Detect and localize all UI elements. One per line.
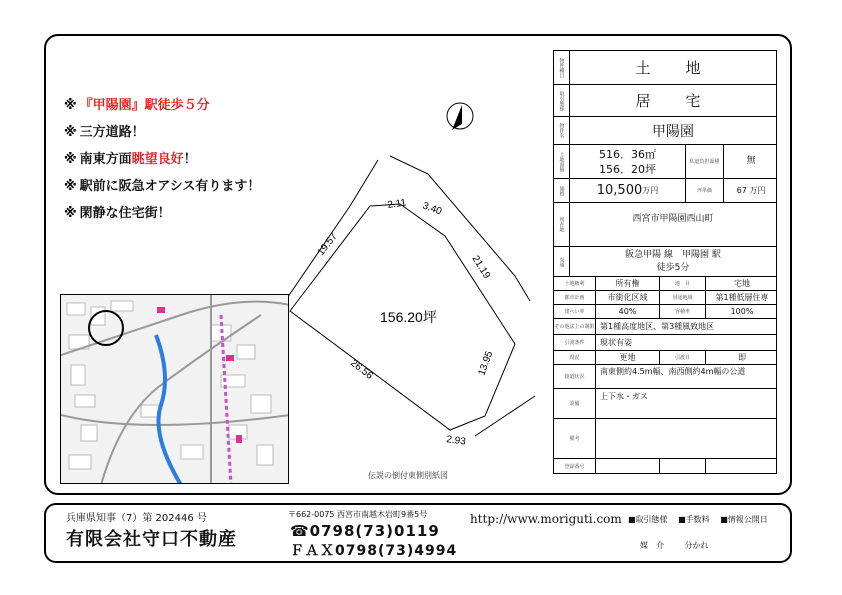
label-tsubo-price: 坪単価: [686, 179, 724, 202]
highlight-text: 閑静な住宅街！: [79, 206, 171, 221]
info-badges: [628, 514, 776, 525]
label-price: 価格: [554, 179, 570, 202]
value-area-tsubo: 156．20坪: [599, 162, 656, 176]
plot-area-label: 156.20坪: [380, 309, 437, 325]
map-caption: 伝説の倒付東側別紙図: [368, 471, 448, 480]
bullet-mark: ※: [64, 152, 77, 167]
row-location: [554, 203, 776, 247]
label-land-category: 地 目: [660, 277, 706, 290]
value-handover-date: 即: [738, 353, 746, 362]
row-remarks: [554, 419, 776, 459]
label-registration: 登録番号: [554, 459, 596, 474]
value-location: 西宮市甲陽園西山町: [632, 214, 714, 224]
highlight-text: 『甲陽園』駅徒歩５分: [79, 98, 210, 113]
plot-dimension: 2.93: [445, 434, 467, 448]
label-facility: 設備: [554, 389, 596, 418]
row-category: [554, 51, 776, 85]
label-road: 接道状況: [554, 365, 596, 388]
value-category: 土 地: [635, 59, 711, 77]
transaction-values: [640, 540, 727, 551]
value-zone: 第1種低層住専: [715, 293, 769, 302]
bullet-mark: ※: [64, 98, 77, 113]
value-road-share: 無: [746, 156, 756, 166]
badge-publish-date: ■情報公開日: [720, 515, 768, 524]
plot-dimension: 3.40: [420, 200, 444, 218]
value-remarks: [596, 419, 778, 458]
row-handover: [554, 335, 776, 351]
label-city-plan: 都市計画: [554, 291, 596, 304]
badge-fee: ■手数料: [678, 515, 710, 524]
row-rights: [554, 277, 776, 291]
label-road-share: 私道負担面積: [686, 145, 724, 178]
value-facility: 上下水・ガス: [600, 392, 648, 401]
plot-dimension: 26.56: [348, 357, 375, 382]
company-name: 有限会社守口不動産: [66, 529, 237, 550]
row-other-restrictions: [554, 319, 776, 335]
badge-transaction-type: ■取引態様: [628, 515, 668, 524]
value-far: 100%: [730, 307, 754, 316]
row-registration: [554, 459, 776, 474]
company-address: 〒662-0075 西宮市南越木岩町9番5号: [288, 510, 428, 519]
plot-dimension: 19.57: [315, 231, 340, 258]
plot-dimension: 2.11: [386, 197, 407, 211]
label-zone: 用途地域: [660, 291, 706, 304]
phone-number: ☎0798(73)0119: [290, 522, 440, 540]
bullet-mark: ※: [64, 125, 77, 140]
label-remarks: 備考: [554, 419, 596, 458]
row-status: [554, 351, 776, 365]
value-bcr: 40%: [596, 305, 660, 318]
value-tsubo-price: 67 万円: [736, 186, 766, 195]
label-status: 現況: [554, 351, 596, 364]
value-other-restrictions: 第1種高度地区、第3種風致地区: [600, 322, 715, 331]
location-map: [60, 294, 289, 484]
row-facility: [554, 389, 776, 419]
license-number: 兵庫県知事（7）第 202446 号: [66, 513, 207, 524]
value-city-plan: 市街化区域: [596, 291, 660, 304]
fax-number: ＦＡＸ0798(73)4994: [290, 543, 458, 559]
value-price: 10,500: [596, 183, 643, 198]
bullet-mark: ※: [64, 179, 77, 194]
label-use: 取引態様: [554, 85, 570, 116]
property-table: [553, 50, 777, 474]
transaction-type: 媒 介: [640, 541, 664, 550]
row-area: [554, 145, 776, 179]
label-other-restrictions: その他法上の制限: [554, 319, 596, 334]
website-link[interactable]: http://www.moriguti.com: [470, 512, 622, 526]
row-price: [554, 179, 776, 203]
row-use: [554, 85, 776, 117]
highlight-text: 南東方面: [79, 152, 132, 167]
value-rights: 所有権: [596, 277, 660, 290]
label-transport: 交通: [554, 247, 570, 276]
label-location: 所在地: [554, 203, 570, 246]
highlight-text: 駅前に阪急オアシス有ります！: [79, 179, 261, 194]
value-price-unit: 万円: [642, 186, 659, 195]
label-name: 物件名: [554, 117, 570, 144]
value-transport-line: 阪急甲陽 線 甲陽園 駅: [625, 249, 721, 260]
value-land-category: 宅地: [734, 279, 750, 288]
transaction-fee: 分かれ: [684, 541, 709, 550]
plot-dimension: 13.95: [476, 349, 496, 378]
row-road: [554, 365, 776, 389]
highlight-text: 眺望良好: [131, 152, 184, 167]
row-name: [554, 117, 776, 145]
label-handover: 引渡条件: [554, 335, 596, 350]
plot-dimension: 21.19: [469, 253, 493, 281]
value-transport-walk: 徒歩5分: [656, 262, 690, 273]
highlight-text: 三方道路！: [79, 125, 145, 140]
row-city-plan: [554, 291, 776, 305]
label-handover-date: 引渡日: [660, 351, 706, 364]
value-status: 更地: [596, 351, 660, 364]
plot-diagram: [250, 96, 550, 476]
value-road: 南東側約4.5m幅、南西側約4m幅の公道: [600, 367, 746, 376]
row-ratios: [554, 305, 776, 319]
value-area-sqm: 516．36㎡: [599, 147, 656, 161]
value-use: 居 宅: [635, 92, 711, 110]
label-category: 物件種目: [554, 51, 570, 84]
north-arrow-icon: [447, 103, 473, 130]
value-name: 甲陽園: [652, 123, 694, 140]
row-transport: [554, 247, 776, 277]
label-far: 容積率: [660, 305, 706, 318]
label-bcr: 建ぺい率: [554, 305, 596, 318]
label-rights: 土地権利: [554, 277, 596, 290]
highlight-text: ！: [183, 152, 197, 167]
label-area: 土地面積: [554, 145, 570, 178]
bullet-mark: ※: [64, 206, 77, 221]
value-handover: 現状有姿: [600, 338, 632, 347]
